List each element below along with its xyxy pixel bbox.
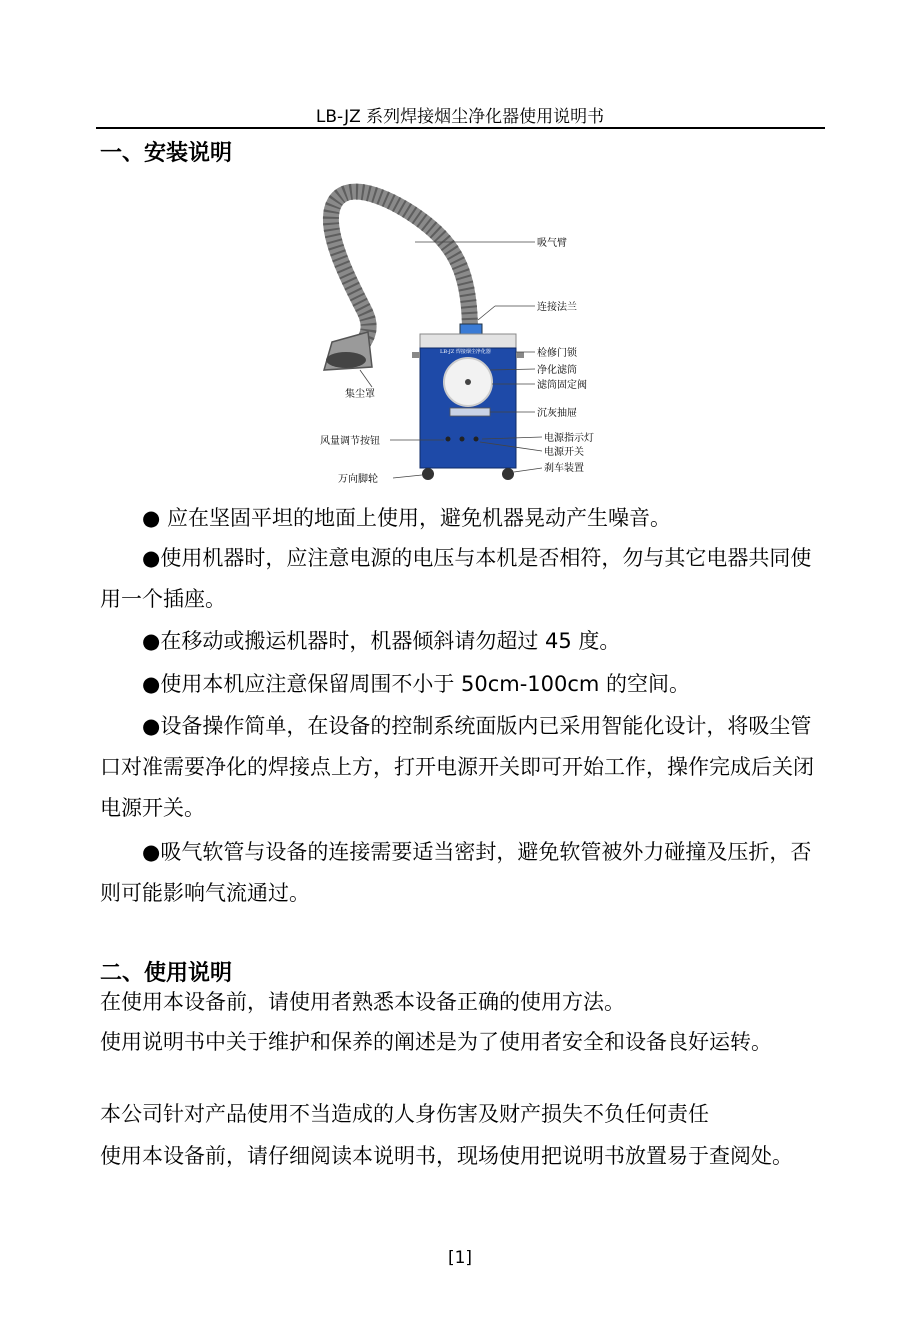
paragraph: 本公司针对产品使用不当造成的人身伤害及财产损失不负任何责任 bbox=[100, 1102, 709, 1126]
bullet-item: ●在移动或搬运机器时，机器倾斜请勿超过 45 度。 bbox=[142, 629, 621, 653]
label-brake: 刹车装置 bbox=[544, 463, 584, 474]
page-number: [1] bbox=[447, 1248, 473, 1268]
label-drawer: 沉灰抽屉 bbox=[537, 408, 577, 419]
label-filter: 净化滤筒 bbox=[537, 365, 577, 376]
section1-heading: 一、安装说明 bbox=[100, 141, 233, 166]
label-hood: 集尘罩 bbox=[345, 389, 375, 400]
label-filter-valve: 滤筒固定阀 bbox=[537, 380, 587, 391]
paragraph: 在使用本设备前，请使用者熟悉本设备正确的使用方法。 bbox=[100, 990, 625, 1014]
label-door-lock: 检修门锁 bbox=[537, 348, 577, 359]
header-rule bbox=[96, 127, 825, 129]
dust-drawer bbox=[450, 408, 490, 416]
running-header: LB-JZ 系列焊接烟尘净化器使用说明书 bbox=[315, 107, 605, 127]
product-diagram bbox=[310, 172, 620, 490]
paragraph: 使用本设备前，请仔细阅读本说明书，现场使用把说明书放置易于查阅处。 bbox=[100, 1144, 793, 1168]
label-arm: 吸气臂 bbox=[537, 238, 567, 249]
bullet-item: ●使用本机应注意保留周围不小于 50cm-100cm 的空间。 bbox=[142, 672, 691, 696]
panel-label: LB-JZ 焊接烟尘净化器 bbox=[440, 349, 491, 355]
bullet-item: ● 应在坚固平坦的地面上使用，避免机器晃动产生噪音。 bbox=[142, 506, 671, 530]
label-power-switch: 电源开关 bbox=[544, 447, 584, 458]
bullet-item: ●设备操作简单，在设备的控制系统面版内已采用智能化设计，将吸尘管口对准需要净化的焊接点上方，打开电源开关即可开始工作，操作完成后关闭电源开关。 bbox=[100, 714, 814, 820]
section2-heading: 二、使用说明 bbox=[100, 961, 233, 986]
bullet-item: ●使用机器时，应注意电源的电压与本机是否相符，勿与其它电器共同使用一个插座。 bbox=[100, 546, 812, 611]
label-wheel: 万向脚轮 bbox=[338, 474, 378, 485]
label-power-light: 电源指示灯 bbox=[544, 433, 594, 444]
label-air-button: 风量调节按钮 bbox=[320, 436, 380, 447]
bullet-item: ●吸气软管与设备的连接需要适当密封，避免软管被外力碰撞及压折，否则可能影响气流通过。 bbox=[100, 840, 812, 905]
caster-wheel bbox=[422, 468, 434, 480]
paragraph: 使用说明书中关于维护和保养的阐述是为了使用者安全和设备良好运转。 bbox=[100, 1030, 772, 1054]
label-flange: 连接法兰 bbox=[537, 302, 577, 313]
suction-arm-hose bbox=[331, 192, 470, 347]
